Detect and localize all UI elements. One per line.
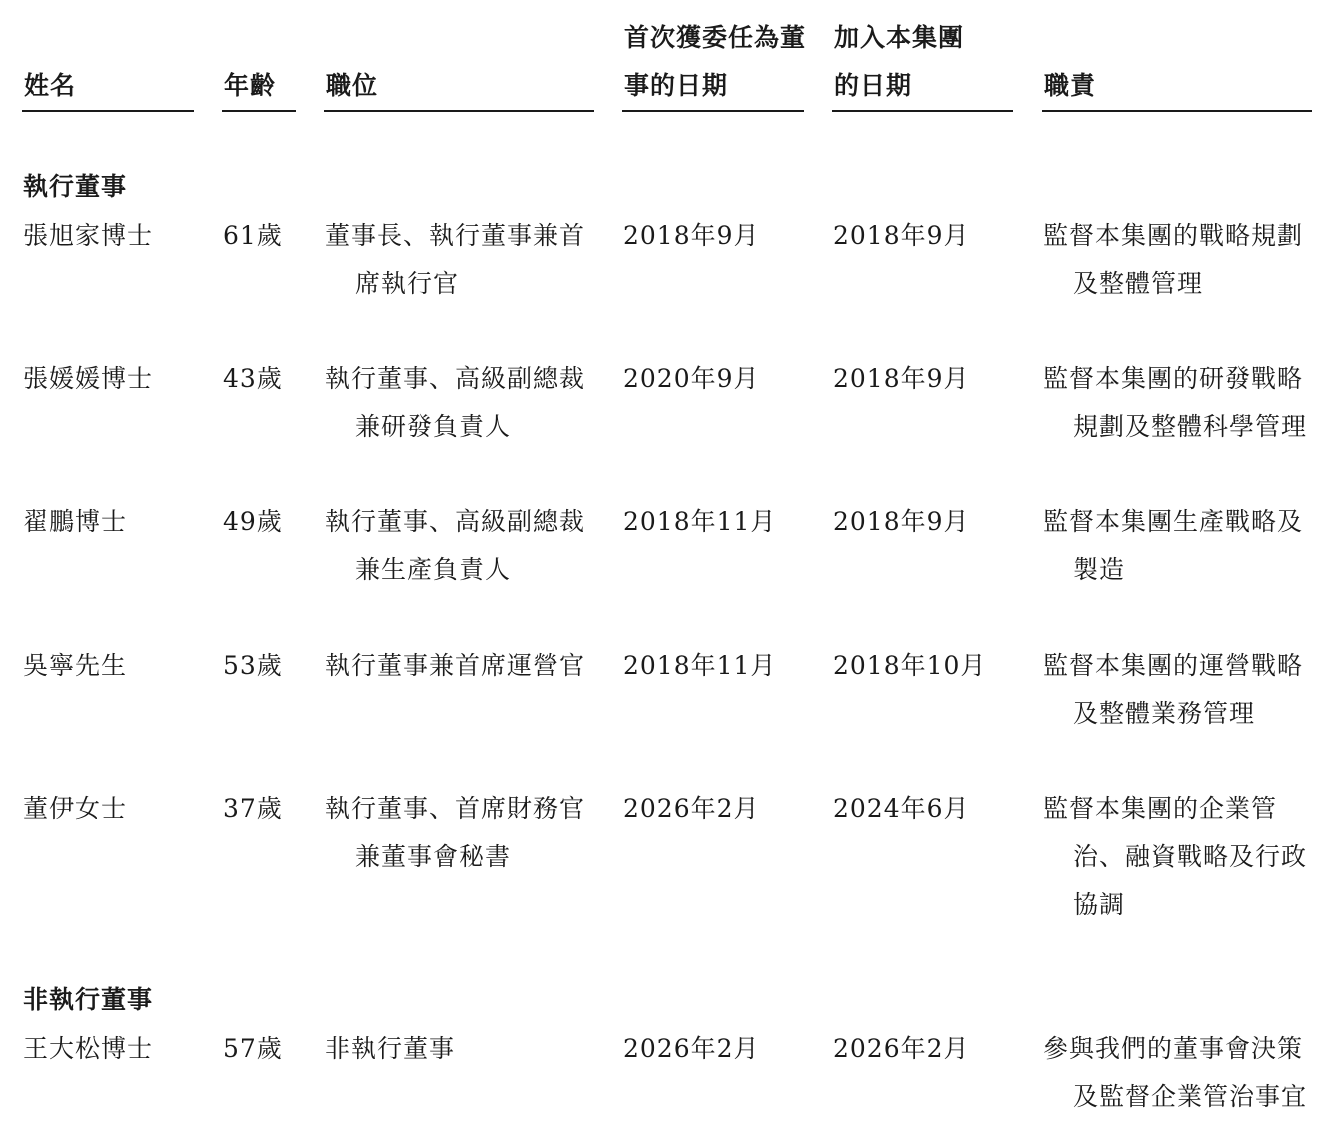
header-age [222, 0, 296, 112]
header-responsibilities-label: 職責 [1044, 71, 1097, 100]
header-joined-line1: 加入本集團 [834, 23, 965, 52]
header-first-appointed-line2: 事的日期 [624, 71, 729, 100]
director-name: 董伊女士 [23, 794, 128, 823]
responsibility-line: 及監督企業管治事宜 [1073, 1082, 1308, 1111]
joined-date: 2018年9月 [833, 221, 970, 250]
header-joined [832, 0, 1013, 112]
first-appointed-date: 2018年11月 [623, 507, 777, 536]
header-first-appointed [622, 0, 807, 112]
section-title-executive: 執行董事 [23, 172, 128, 201]
responsibility-line: 製造 [1073, 555, 1126, 584]
first-appointed-date: 2018年9月 [623, 221, 760, 250]
director-age: 61歲 [223, 221, 283, 250]
responsibility-line: 監督本集團的企業管 [1043, 794, 1278, 823]
director-age: 53歲 [223, 651, 283, 680]
director-responsibilities [1043, 212, 1303, 308]
header-joined-line2: 的日期 [834, 71, 913, 100]
position-line: 非執行董事 [325, 1034, 456, 1063]
joined-date: 2026年2月 [833, 1034, 970, 1063]
responsibility-line: 及整體業務管理 [1073, 699, 1256, 728]
first-appointed-date: 2026年2月 [623, 794, 760, 823]
director-age: 43歲 [223, 364, 283, 393]
header-age-label: 年齡 [224, 71, 277, 100]
section-title-non-executive: 非執行董事 [23, 985, 154, 1014]
header-name [22, 0, 194, 112]
joined-date: 2024年6月 [833, 794, 970, 823]
header-first-appointed-line1: 首次獲委任為董 [624, 23, 807, 52]
director-age: 37歲 [223, 794, 283, 823]
responsibility-line: 及整體管理 [1073, 269, 1204, 298]
director-responsibilities [1043, 785, 1307, 929]
position-line: 席執行官 [355, 269, 460, 298]
director-responsibilities [1043, 642, 1303, 738]
first-appointed-date: 2026年2月 [623, 1034, 760, 1063]
director-name: 張媛媛博士 [23, 364, 154, 393]
responsibility-line: 監督本集團的戰略規劃 [1043, 221, 1304, 250]
position-line: 兼生產負責人 [355, 555, 512, 584]
director-age: 57歲 [223, 1034, 283, 1063]
director-position [325, 355, 585, 451]
position-line: 執行董事、高級副總裁 [325, 507, 586, 536]
director-name: 吳寧先生 [23, 651, 128, 680]
responsibility-line: 規劃及整體科學管理 [1073, 412, 1308, 441]
first-appointed-date: 2020年9月 [623, 364, 760, 393]
first-appointed-date: 2018年11月 [623, 651, 777, 680]
position-line: 董事長、執行董事兼首 [325, 221, 586, 250]
director-position [325, 642, 585, 690]
header-position [324, 0, 594, 112]
position-line: 兼董事會秘書 [355, 842, 512, 871]
director-position [325, 1025, 455, 1073]
director-responsibilities [1043, 498, 1303, 594]
position-line: 兼研發負責人 [355, 412, 512, 441]
director-name: 王大松博士 [23, 1034, 154, 1063]
responsibility-line: 協調 [1073, 890, 1126, 919]
director-position [325, 785, 585, 881]
responsibility-line: 監督本集團的運營戰略 [1043, 651, 1304, 680]
joined-date: 2018年10月 [833, 651, 987, 680]
header-name-label: 姓名 [24, 71, 77, 100]
director-position [325, 212, 585, 308]
joined-date: 2018年9月 [833, 364, 970, 393]
joined-date: 2018年9月 [833, 507, 970, 536]
header-responsibilities [1042, 0, 1312, 112]
director-position [325, 498, 585, 594]
position-line: 執行董事、高級副總裁 [325, 364, 586, 393]
position-line: 執行董事、首席財務官 [325, 794, 586, 823]
position-line: 執行董事兼首席運營官 [325, 651, 586, 680]
director-age: 49歲 [223, 507, 283, 536]
director-name: 張旭家博士 [23, 221, 154, 250]
responsibility-line: 參與我們的董事會決策 [1043, 1034, 1304, 1063]
responsibility-line: 治、融資戰略及行政 [1073, 842, 1308, 871]
director-responsibilities [1043, 355, 1307, 451]
responsibility-line: 監督本集團的研發戰略 [1043, 364, 1304, 393]
header-position-label: 職位 [326, 71, 379, 100]
responsibility-line: 監督本集團生產戰略及 [1043, 507, 1304, 536]
director-name: 翟鵬博士 [23, 507, 128, 536]
director-responsibilities [1043, 1025, 1307, 1121]
